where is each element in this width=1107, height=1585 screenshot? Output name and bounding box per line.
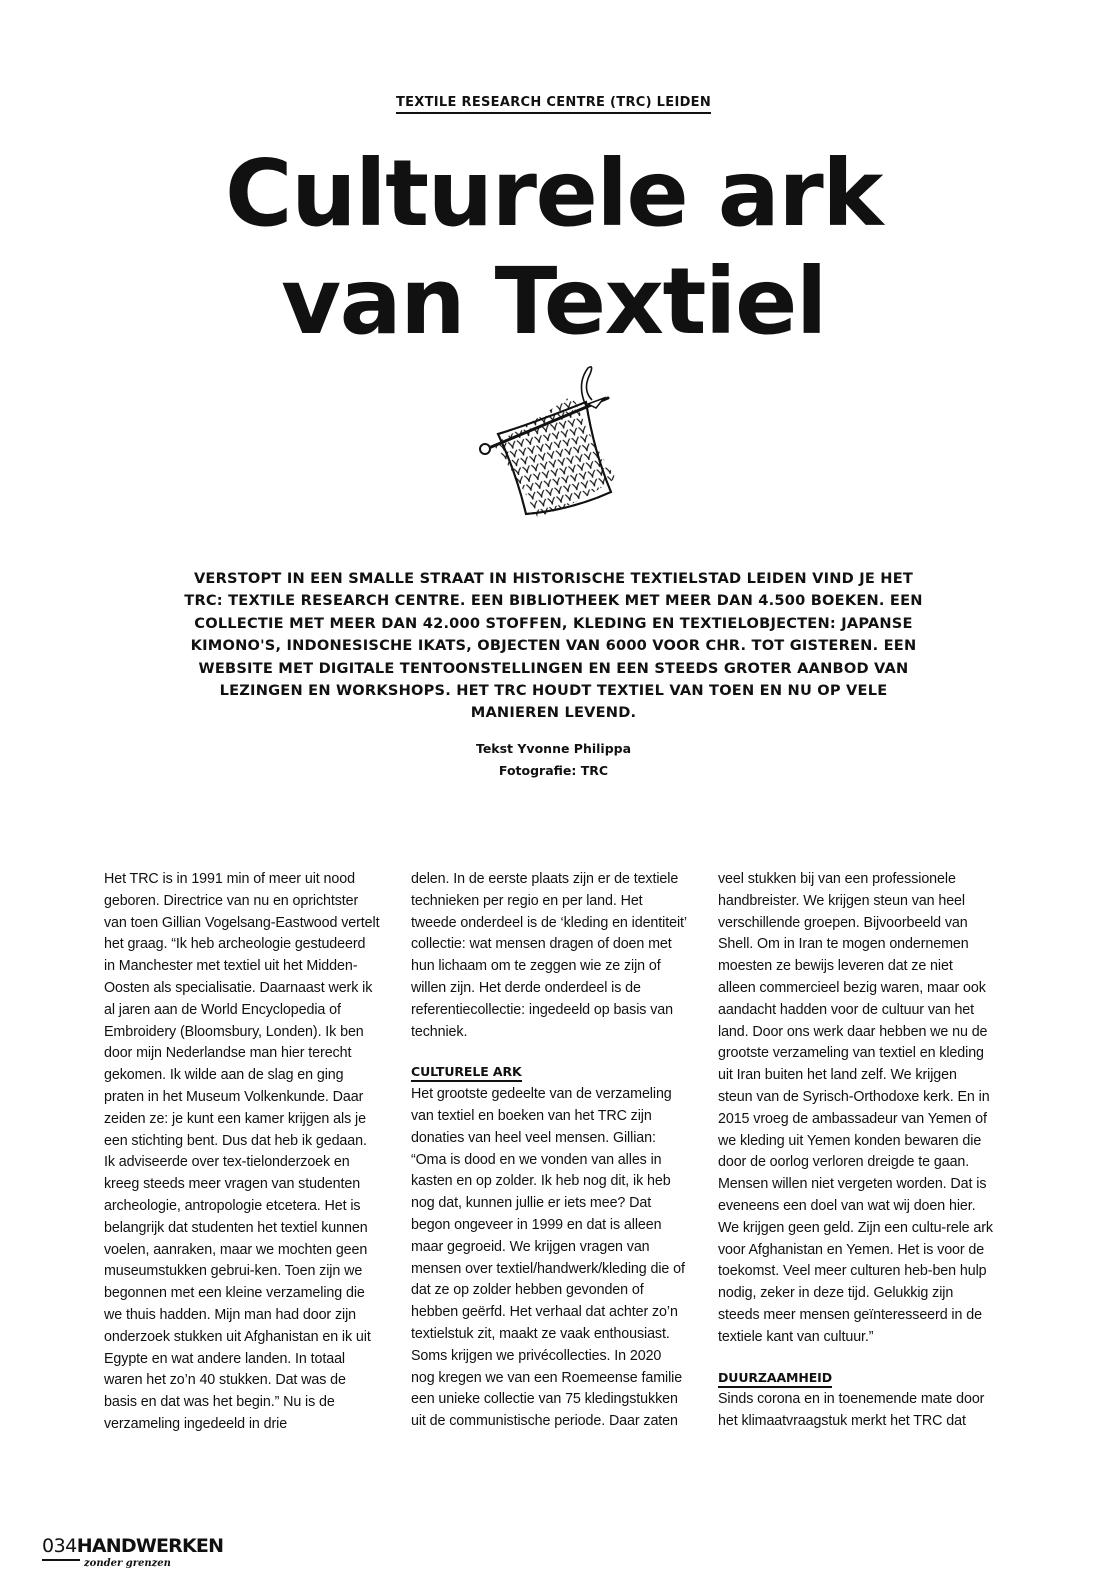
paragraph: delen. In de eerste plaats zijn er de textiele technieken per regio en per land. Het tweede onderdeel is de ‘kleding en identiteit’ collectie: wat mensen dragen of doen met hun lichaam om te zeggen wie ze zijn of willen zijn. Het derde onderdeel is de referentiecollectie: ingedeeld op basis van techniek.: [411, 871, 687, 1040]
paragraph: veel stukken bij van een professionele handbreister. We krijgen steun van heel verschillende groepen. Bijvoorbeeld van Shell. Om in Iran te mogen ondernemen moesten ze bewijs leveren dat ze niet alleen commercieel bezig waren, maar ook aandacht hadden voor de cultuur van het land. Door ons werk daar hebben we nu de grootste verzameling van textiel en kleding uit Iran buiten het land zelf. We krijgen steun van de Syrisch-Orthodoxe kerk. En in 2015 vroeg de ambassadeur van Yemen of we kleding uit Yemen konden bewaren die door de oorlog verloren dreigde te gaan. Mensen willen niet vergeten worden. Dat is eveneens een doel van wat wij doen hier. We krijgen geen geld. Zijn een cultu-rele ark voor Afghanistan en Yemen. Het is voor de toekomst. Veel meer culturen heb-ben hulp nodig, zeker in deze tijd. Gelukkig zijn steeds meer mensen geïnteresseerd in de textiele kant van cultuur.”: [718, 871, 993, 1345]
knitting-needles-icon: [476, 362, 616, 522]
paragraph: Het TRC is in 1991 min of meer uit nood geboren. Directrice van nu en oprichtster van toen Gillian Vogelsang-Eastwood vertelt het graag. “Ik heb archeologie gestudeerd in Manchester met textiel uit het Midden-Oosten als specialisatie. Daarnaast werk ik al jaren aan de World Encyclopedia of Embroidery (Bloomsbury, Londen). Ik ben door mijn Nederlandse man hier terecht gekomen. Ik wilde aan de slag en ging praten in het Museum Volkenkunde. Daar zeiden ze: je kunt een kamer krijgen als je een stichting bent. Dus dat heb ik gedaan. Ik adviseerde over tex-tielonderzoek en kreeg steeds meer vragen van studenten archeologie, antropologie etcetera. Het is belangrijk dat studenten het textiel kunnen voelen, aanraken, maar we mochten geen museumstukken gebrui-ken. Toen zijn we begonnen met een kleine verzameling die we thuis hadden. Mijn man had door zijn onderzoek stukken uit Afghanistan en ik uit Egypte en wat andere landen. In totaal waren het zo’n 40 stukken. Dat was de basis en dat was het begin.” Nu is de verzameling ingedeeld in drie: [104, 871, 380, 1432]
body-column-2: [411, 869, 687, 1433]
section-kicker: [0, 93, 1107, 111]
paragraph: Het grootste gedeelte van de verzameling van textiel en boeken van het TRC zijn donaties van heel veel mensen. Gillian: “Oma is dood en we vonden van alles in kasten en op zolder. Ik heb nog dit, ik heb nog dat, kunnen jullie er iets mee? Dat begon ongeveer in 1999 en dat is alleen maar gegroeid. We krijgen vragen van mensen over textiel/handwerk/kleding die of dat ze op zolder hebben gevonden of hebben geërfd. Het verhaal dat achter zo’n textielstuk zit, maakt ze vaak enthousiast. Soms krijgen we privécollecties. In 2020 nog kregen we van een Roemeense familie een unieke collectie van 75 kledingstukken uit de communistische periode. Daar zaten: [411, 1086, 685, 1430]
footer-rule: [42, 1559, 80, 1561]
body-column-1: [104, 869, 380, 1436]
magazine-tagline: zonder grenzen: [84, 1558, 171, 1569]
kicker-text: TEXTILE RESEARCH CENTRE (TRC) LEIDEN: [396, 95, 711, 114]
article-lead: VERSTOPT IN EEN SMALLE STRAAT IN HISTORISCHE TEXTIELSTAD LEIDEN VIND JE HET TRC: TEXTILE RESEARCH CENTRE. EEN BIBLIOTHEEK MET MEER DAN 4.500 BOEKEN. EEN COLLECTIE MET MEER DAN 42.000 STOFFEN, KLEDING EN TEXTIELOBJECTEN: JAPANSE KIMONO'S, INDONESISCHE IKATS, OBJECTEN VAN 6000 VOOR CHR. TOT GISTEREN. EEN WEBSITE MET DIGITALE TENTOONSTELLINGEN EN EEN STEEDS GROTER AANBOD VAN LEZINGEN EN WORKSHOPS. HET TRC HOUDT TEXTIEL VAN TOEN EN NU OP VELE MANIEREN LEVEND.: [184, 570, 923, 722]
body-column-3: [718, 869, 994, 1433]
author-credit: Tekst Yvonne Philippa: [475, 741, 632, 756]
article-credits: [0, 738, 1107, 782]
title-line-1: Culturele ark: [225, 140, 882, 247]
page-footer: [42, 1535, 223, 1585]
magazine-brand: HANDWERKEN: [76, 1535, 224, 1557]
article-title: [0, 140, 1107, 356]
paragraph: Sinds corona en in toenemende mate door het klimaatvraagstuk merkt het TRC dat: [718, 1391, 985, 1430]
page-number: 034: [42, 1535, 77, 1557]
subheading-culturele-ark: CULTURELE ARK: [411, 1063, 522, 1082]
subheading-duurzaamheid: DUURZAAMHEID: [718, 1369, 832, 1388]
photo-credit: Fotografie: TRC: [498, 763, 609, 778]
title-line-2: van Textiel: [281, 248, 826, 355]
